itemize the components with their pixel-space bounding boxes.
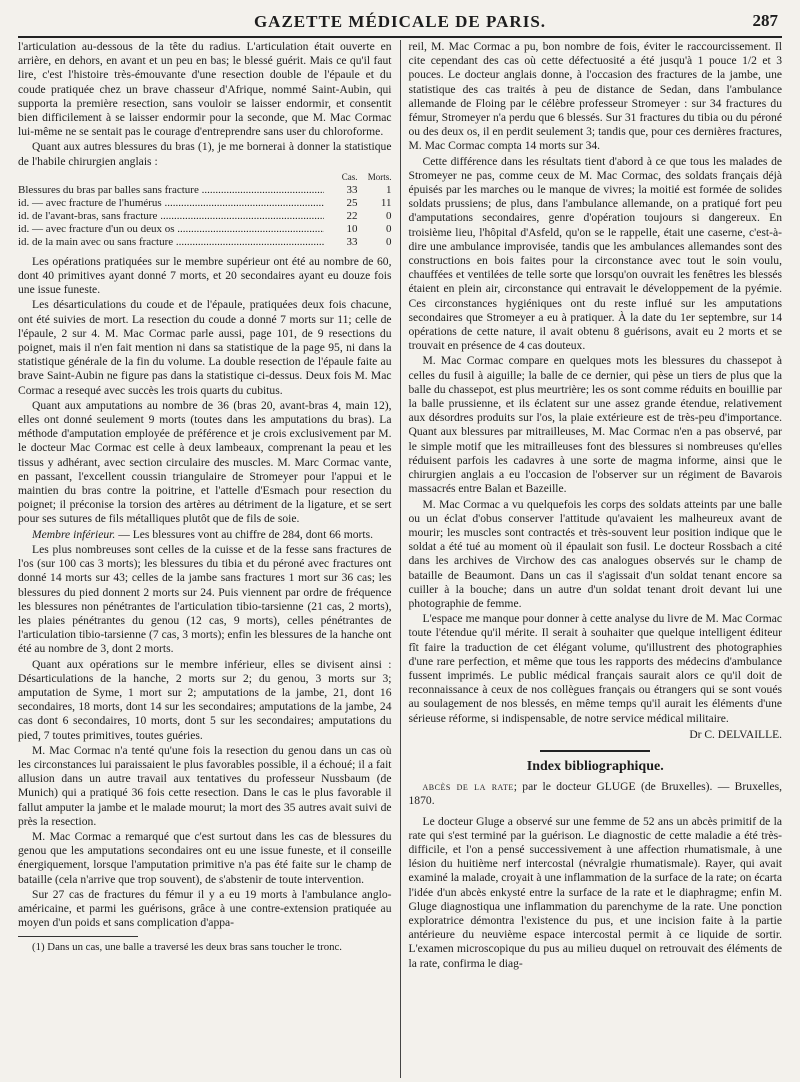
right-column — [401, 40, 783, 1078]
stats-header-cases: Cas. — [341, 171, 358, 182]
author-signature: Dr C. DELVAILLE. — [689, 728, 783, 741]
stats-row-deaths: 0 — [386, 235, 392, 248]
stats-row — [18, 236, 392, 249]
paragraph: Le docteur Gluge a observé sur une femme de 52 ans un abcès primitif de la rate qui s'est terminé par la guérison. Le diagnostic de cette maladie a été très-difficile, et l'on a pensé successivement à une affection rhumatismale, à une lésion du huitième nerf intercostal (névralgie rhumatismale). Rayer, qui avait examiné la malade, croyait à une inflammation de la surface de la rate; on écarta l'idée d'un abcès enkysté entre la surface de la rate et le diaphragme; enfin M. Gluge diagnostiqua une inflammation du parenchyme de la rate. Une ponction exploratrice démontra l'existence du pus, et une incision faite à la partie antérieure du neuvième espace intercostal permit à ce liquide de sortir. L'examen microscopique du pus au milieu duquel on retrouvait des éléments de la rate, confirma le diag- — [408, 814, 783, 970]
paragraph: M. Mac Cormac compare en quelques mots les blessures du chassepot à celles du fusil à aiguille; la balle de ce dernier, qui pèse un tiers de plus que la balle du chassepot, est plus meurtrière; les os sont comme réduits en bouillie par la balle prussienne, et ils éclatent sur une assez grande étendue, relativement aux désordres produits sur l'os, la plaie extérieure est de très-peu d'importance. Quant aux blessures par mitrailleuses, M. Mac Cormac n'en a pas observé, par le simple motif que les mitrailleuses font des blessures si nombreuses qu'elles réduisent parfois les cadavres à une sorte de magma informe, ainsi que le chirurgien anglais a eu l'occasion de l'observer sur un régiment de Bavarois massacrés entre Balan et Bazeille. — [408, 354, 783, 496]
stats-row-deaths: 0 — [386, 209, 392, 222]
paragraph: M. Mac Cormac a remarqué que c'est surtout dans les cas de blessures du genou que les amputations secondaires ont eu une issue funeste, et il conseille énergiquement, lorsque l'amputation primitive n'a pas été faite sur le champ de bataille (cela n'arrive que trop souvent), de s'abstenir de toute intervention. — [18, 829, 392, 886]
stats-row-deaths: 0 — [386, 222, 392, 235]
paragraph — [18, 528, 392, 542]
section-heading-lower-limb: Membre inférieur. — [32, 527, 116, 541]
paragraph: Les opérations pratiquées sur le membre supérieur ont été au nombre de 60, dont 40 primitives ayant donné 7 morts, et 20 secondaires ayant eu douze fois une issue funeste. — [18, 254, 392, 297]
bibliography-entry — [409, 780, 783, 808]
stats-row-cases: 25 — [346, 196, 358, 209]
stats-row-label: Blessures du bras par balles sans fracture ..... — [18, 184, 324, 197]
page-number: 287 — [752, 11, 778, 30]
stats-header-deaths: Morts. — [367, 171, 392, 182]
section-divider — [540, 750, 650, 752]
page-header — [18, 8, 782, 38]
stats-row — [18, 210, 392, 223]
footnote-rule — [18, 936, 138, 937]
stats-row-cases: 22 — [346, 209, 358, 222]
paragraph: Cette différence dans les résultats tient d'abord à ce que tous les malades de Stromeyer ne pas, comme ceux de M. Mac Cormac, des soldats français déjà épuisés par les marches ou le manque de vivres; la moitié est formée de solides soldats prussiens; de plus, dans l'ambulance allemande, on a pratiqué fort peu d'amputations secondaires, genre d'opération toujours si dangereux. En troisième lieu, l'hôpital d'Asfeld, qu'on se le rappelle, était une caserne, c'est-à-dire une ambulance improvisée, tandis que les ambulances allemandes sont des constructions en bois faites pour la circonstance avec tout le soin voulu, chauffées et ventilées de telle sorte que lorsqu'on ouvrait les fenêtres les blessés étaient en plein air, circonstance qui entravait le développement de la pyémie. Ces circonstances hygiéniques ont du reste influé sur les amputations secondaires que Stromeyer a eu à pratiquer. À la date du 1er septembre, sur 14 opérations de cette nature, il avait obtenu 8 guérisons, avait eu 2 morts et se trouvait en présence de 4 cas douteux. — [408, 154, 783, 353]
paragraph: L'espace me manque pour donner à cette analyse du livre de M. Mac Cormac toute l'étendue qu'il mérite. Il serait à souhaiter que quelque intelligent éditeur fît faire la traduction de cet élégant volume, qu'illustrent des photographies d'une rare perfection, et même que tous les rapports des médecins d'ambulance fussent imprimés. Le public médical français saurait alors ce qu'il doit de reconnaissance à ceux de nos collègues français ou étrangers qui se sont voués au soulagement de nos blessés, en même temps qu'il aurait les éléments d'une sérieuse réforme, si indispensable, de notre service médical militaire. — [408, 612, 783, 725]
paragraph-text: — Les blessures vont au chiffre de 284, dont 66 morts. — [115, 527, 373, 541]
stats-row-deaths: 11 — [380, 196, 392, 209]
stats-row — [18, 197, 392, 210]
paragraph: Les désarticulations du coude et de l'épaule, pratiquées deux fois chacune, ont été suivies de mort. La resection du coude a donné 7 morts sur 11; celle de l'épaule, 2 sur 4. M. Mac Cormac parle aussi, page 101, de 9 resections du poignet, mais il n'en fait mention ni dans sa statistique de la page 95, ni dans la statistique générale de la fin du volume. La double resection de l'épaule faite au brave Saint-Aubin ne figure pas dans la statistique ci-dessus. Deux fois M. Mac Cormac a resequé avec succès les trois quarts du cubitus. — [18, 298, 392, 397]
paragraph: l'articulation au-dessous de la tête du radius. L'articulation était ouverte en arrière, en dehors, en avant et un peu en bas; le blessé guérit. Mais ce qu'il faut lire, c'est l'histoire très-émouvante d'une resection double de l'épaule et du coude pratiquée chez un brave chasseur d'Afrique, nommé Saint-Aubin, qui supporta la première resection, sans vouloir se laisser endormir, et consentit bien difficilement à se laisser endormir pour la seconde, que M. Mac Cormac lui-même ne se sentait pas le courage d'entreprendre sans user du chloroforme. — [18, 40, 392, 139]
stats-row — [18, 223, 392, 236]
stats-header — [18, 171, 392, 184]
paragraph: M. Mac Cormac n'a tenté qu'une fois la resection du genou dans un cas où les circonstances lui paraissaient le plus favorables possible, il a échoué; il a fait allusion dans un autre travail aux tentatives du professeur Nussbaum (de Munich) qui a pratiqué 36 fois cette resection. Dans le cas le plus favorable il fallut amputer la jambe et le malade mourut; la mort des 35 autres avait suivi de près la resection. — [18, 743, 392, 828]
stats-row-cases: 33 — [346, 183, 358, 196]
stats-row-label: id. de l'avant-bras, sans fracture ..... — [18, 210, 324, 223]
stats-row-cases: 33 — [346, 235, 358, 248]
stats-row — [18, 184, 392, 197]
paragraph: Quant aux autres blessures du bras (1), je me bornerai à donner la statistique de l'habile chirurgien anglais : — [18, 140, 392, 168]
stats-row-label: id. — avec fracture de l'humérus ..... — [18, 197, 324, 210]
stats-row-label: id. — avec fracture d'un ou deux os ..... — [18, 223, 324, 236]
index-bibliographique-title: Index bibliographique. — [526, 758, 664, 774]
left-column — [18, 40, 400, 1078]
paragraph: M. Mac Cormac a vu quelquefois les corps des soldats atteints par une balle ou un éclat d'obus conserver l'attitude qu'avaient les malheureux avant de mourir; les muscles sont contractés et très-souvent leur position indique que le soldat a été tué au moment où il épaulait son fusil. Le docteur Rossbach a cité dans les archives de Virchow des cas analogues observés sur le champ de bataille de Beaumont. Dans un cas il s'agissait d'un soldat tenant encore sa cuiller à la bouche; dans un autre d'un soldat tenant droit devant lui une photographie de femme. — [408, 497, 783, 610]
paragraph: Les plus nombreuses sont celles de la cuisse et de la fesse sans fractures de l'os (sur 100 cas 3 morts); les blessures du tibia et du péroné avec fractures ont donné 14 morts sur 43; celles de la jambe sans fractures 1 mort sur 36 cas; les blessures du pied donnent 2 morts sur 24. Puis viennent par ordre de fréquence les blessures non pénétrantes de l'articulation tibio-tarsienne (21 cas, 2 morts), les plaies pénétrantes du genou (12 cas, 9 morts), celles pénétrantes de l'articulation tibio-tarsienne (7 cas, 3 morts); enfin les blessures de la hanche ont été au nombre de 3, dont 2 morts. — [18, 542, 392, 656]
paragraph: Sur 27 cas de fractures du fémur il y a eu 19 morts à l'ambulance anglo-américaine, et parmi les guérisons, grâce à une contre-extension pratiquée au moyen d'un poids et sans complication d'appa- — [18, 887, 392, 930]
journal-title: GAZETTE MÉDICALE DE PARIS. — [253, 12, 547, 31]
bibliography-entry-details: ; par le docteur GLUGE (de Bruxelles). — Bruxelles, 1870. — [408, 780, 783, 808]
stats-row-label: id. de la main avec ou sans fracture ..... — [18, 236, 324, 249]
paragraph: Quant aux opérations sur le membre inférieur, elles se divisent ainsi : Désarticulations de la hanche, 2 morts sur 2; du genou, 3 morts sur 3; amputation de Syme, 1 mort sur 2; amputations de la jambe, 21, dont 16 secondaires, 18 morts, dont 14 sur les secondaires; amputations de la jambe, 24 cas dont 6 secondaires, 10 morts, dont 5 sur les secondaires; amputations du pied, 7 toutes primitives, toutes guéries. — [18, 657, 392, 742]
arm-wounds-statistics-table — [18, 171, 392, 249]
paragraph: Quant aux amputations au nombre de 36 (bras 20, avant-bras 4, main 12), elles ont donné seulement 9 morts (toutes dans les amputations du bras). La méthode d'amputation employée de préférence et je crois exclusivement par M. le docteur Mac Cormac est celle à deux lambeaux, comprenant la peau et les tissus y adhérant, avec section circulaire des muscles. M. Marc Cormac vante, en passant, l'excellent coussin triangulaire de Stromeyer pour l'appui et le maintien du bras contre la poitrine, et l'attelle d'Esmach pour resection du poignet; il préconise la torsion des artères au détriment de la ligature, et se sert pour ses sutures de fils métalliques plutôt que de fils de soie. — [18, 398, 392, 526]
footnote: (1) Dans un cas, une balle a traversé les deux bras sans toucher le tronc. — [32, 941, 342, 954]
bibliography-entry-title: abcès de la rate — [422, 780, 514, 794]
paragraph: reil, M. Mac Cormac a pu, bon nombre de fois, éviter le raccourcissement. Il cite cependant des cas où cette défectuosité a été jusqu'à 1 pouce 1/2 et 3 pouces. Le docteur anglais donne, à l'occasion des fractures de la jambe, une statistique des cas traités à peu de distance de Sedan, dans l'ambulance allemande de Floing par le célèbre professeur Stromeyer : sur 34 fractures du fémur, Stromeyer n'a perdu que 6 blessés. Sur 31 fractures du tibia ou du péroné ou des deux os, il en perdit seulement 3; tandis que, pour ces dernières fractures, M. Mac Cormac compta 14 morts sur 34. — [408, 40, 783, 153]
stats-row-deaths: 1 — [386, 183, 392, 196]
stats-row-cases: 10 — [346, 222, 358, 235]
two-column-body — [18, 40, 782, 1078]
